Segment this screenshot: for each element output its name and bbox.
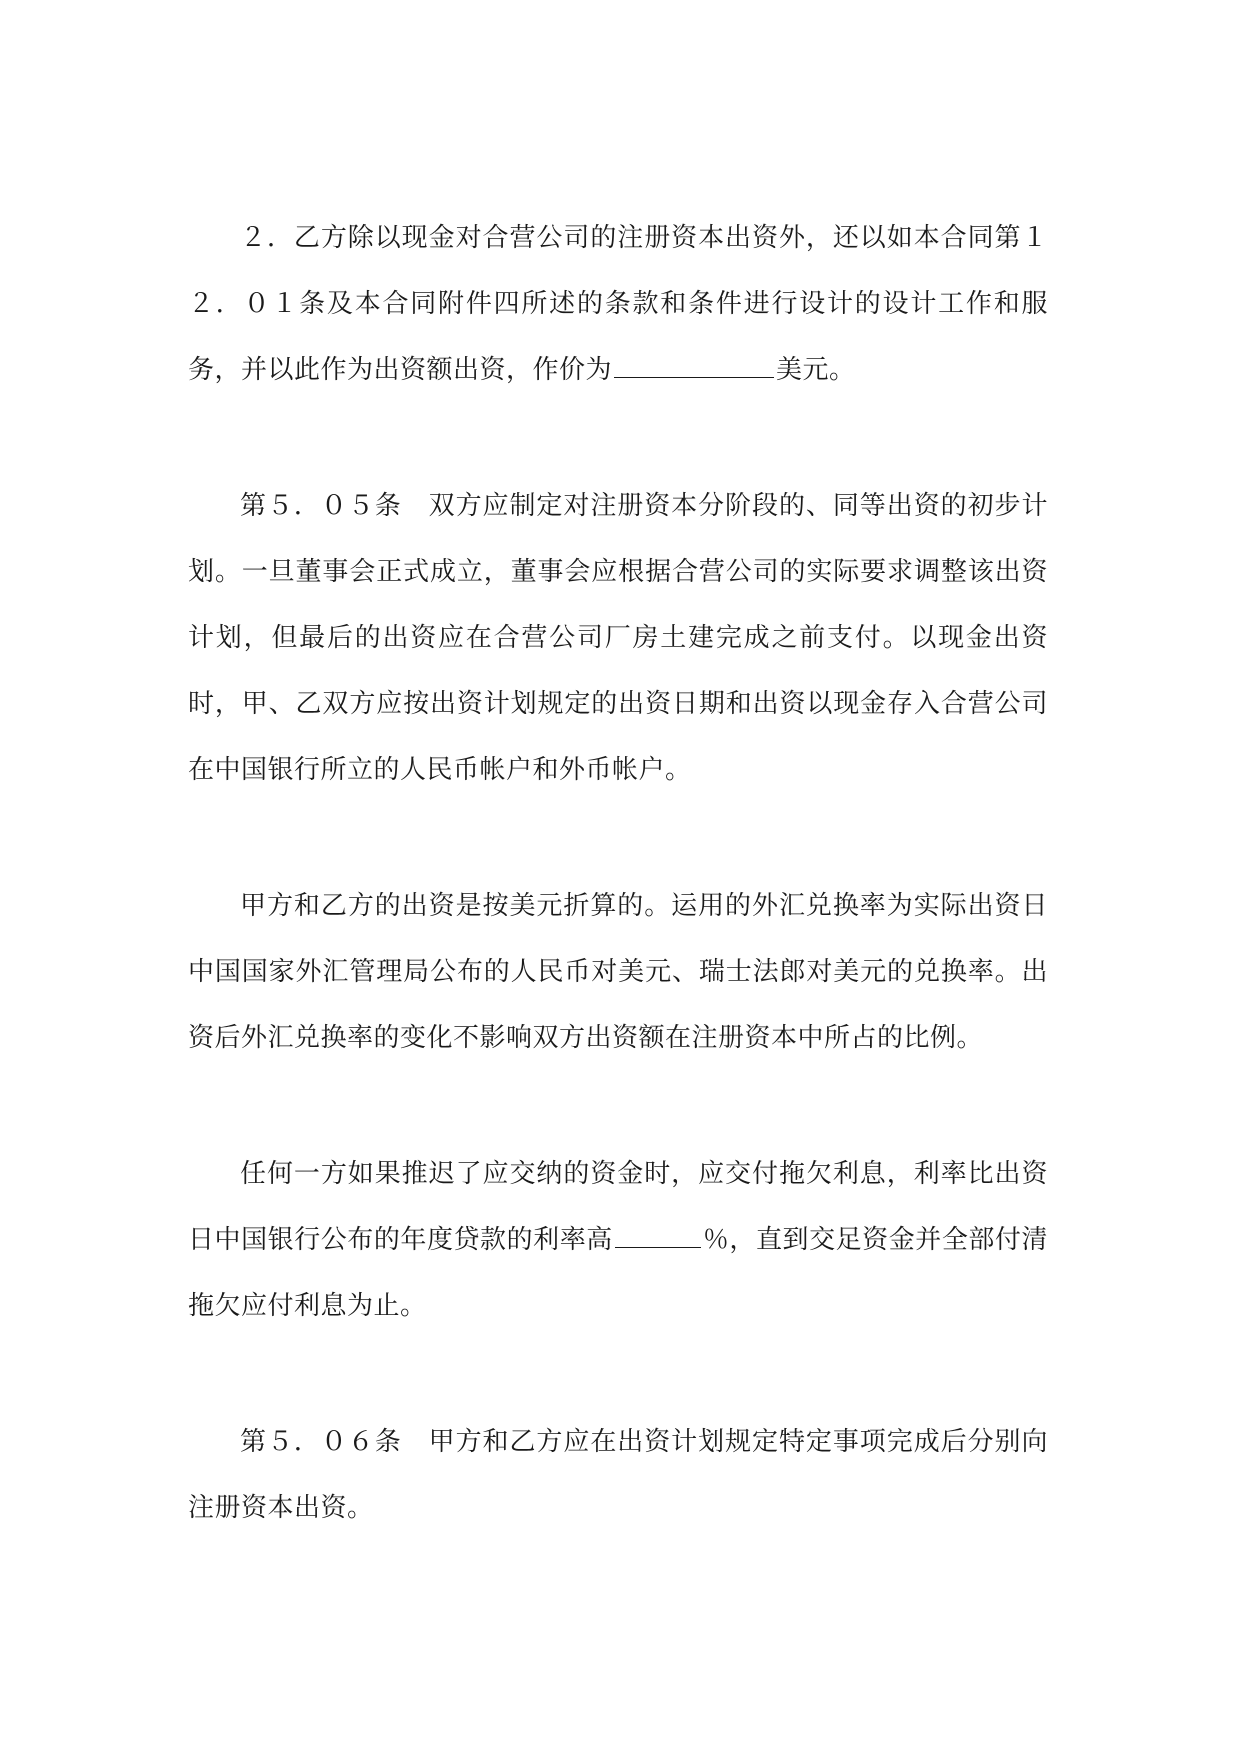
- paragraph-text: 美元。: [776, 355, 856, 385]
- article-5-05: 第５．０５条 双方应制定对注册资本分阶段的、同等出资的初步计划。一旦董事会正式成立，董事会应根据合营公司的实际要求调整该出资计划，但最后的出资应在合营公司厂房土建完成之前支付。以现金出资时，甲、乙双方应按出资计划规定的出资日期和出资以现金存入合营公司在中国银行所立的人民币帐户和外币帐户。: [188, 491, 1048, 785]
- paragraph-text: 任何一方如果推迟了应交纳的资金时，应交付拖欠利息，利率比出资日中国银行公布的年度贷款的利率高: [188, 1159, 1048, 1255]
- paragraph-capital-contribution-design: [188, 205, 1048, 403]
- paragraph-late-payment-interest: [188, 1141, 1048, 1339]
- fill-in-blank-rate[interactable]: [615, 1219, 701, 1248]
- paragraph-text: ２．乙方除以现金对合营公司的注册资本出资外，还以如本合同第１２．０１条及本合同附件四所述的条款和条件进行设计的设计工作和服务，并以此作为出资额出资，作价为: [188, 223, 1048, 385]
- article-5-06: 第５．０６条 甲方和乙方应在出资计划规定特定事项完成后分别向注册资本出资。: [188, 1427, 1048, 1523]
- paragraph-text: ％，直到交足资金并全部付清拖欠应付利息为止。: [188, 1225, 1048, 1321]
- paragraph-exchange-rate: 甲方和乙方的出资是按美元折算的。运用的外汇兑换率为实际出资日中国国家外汇管理局公布的人民币对美元、瑞士法郎对美元的兑换率。出资后外汇兑换率的变化不影响双方出资额在注册资本中所占的比例。: [188, 891, 1048, 1053]
- document-body: [188, 205, 1048, 1541]
- fill-in-blank-amount[interactable]: [614, 349, 774, 378]
